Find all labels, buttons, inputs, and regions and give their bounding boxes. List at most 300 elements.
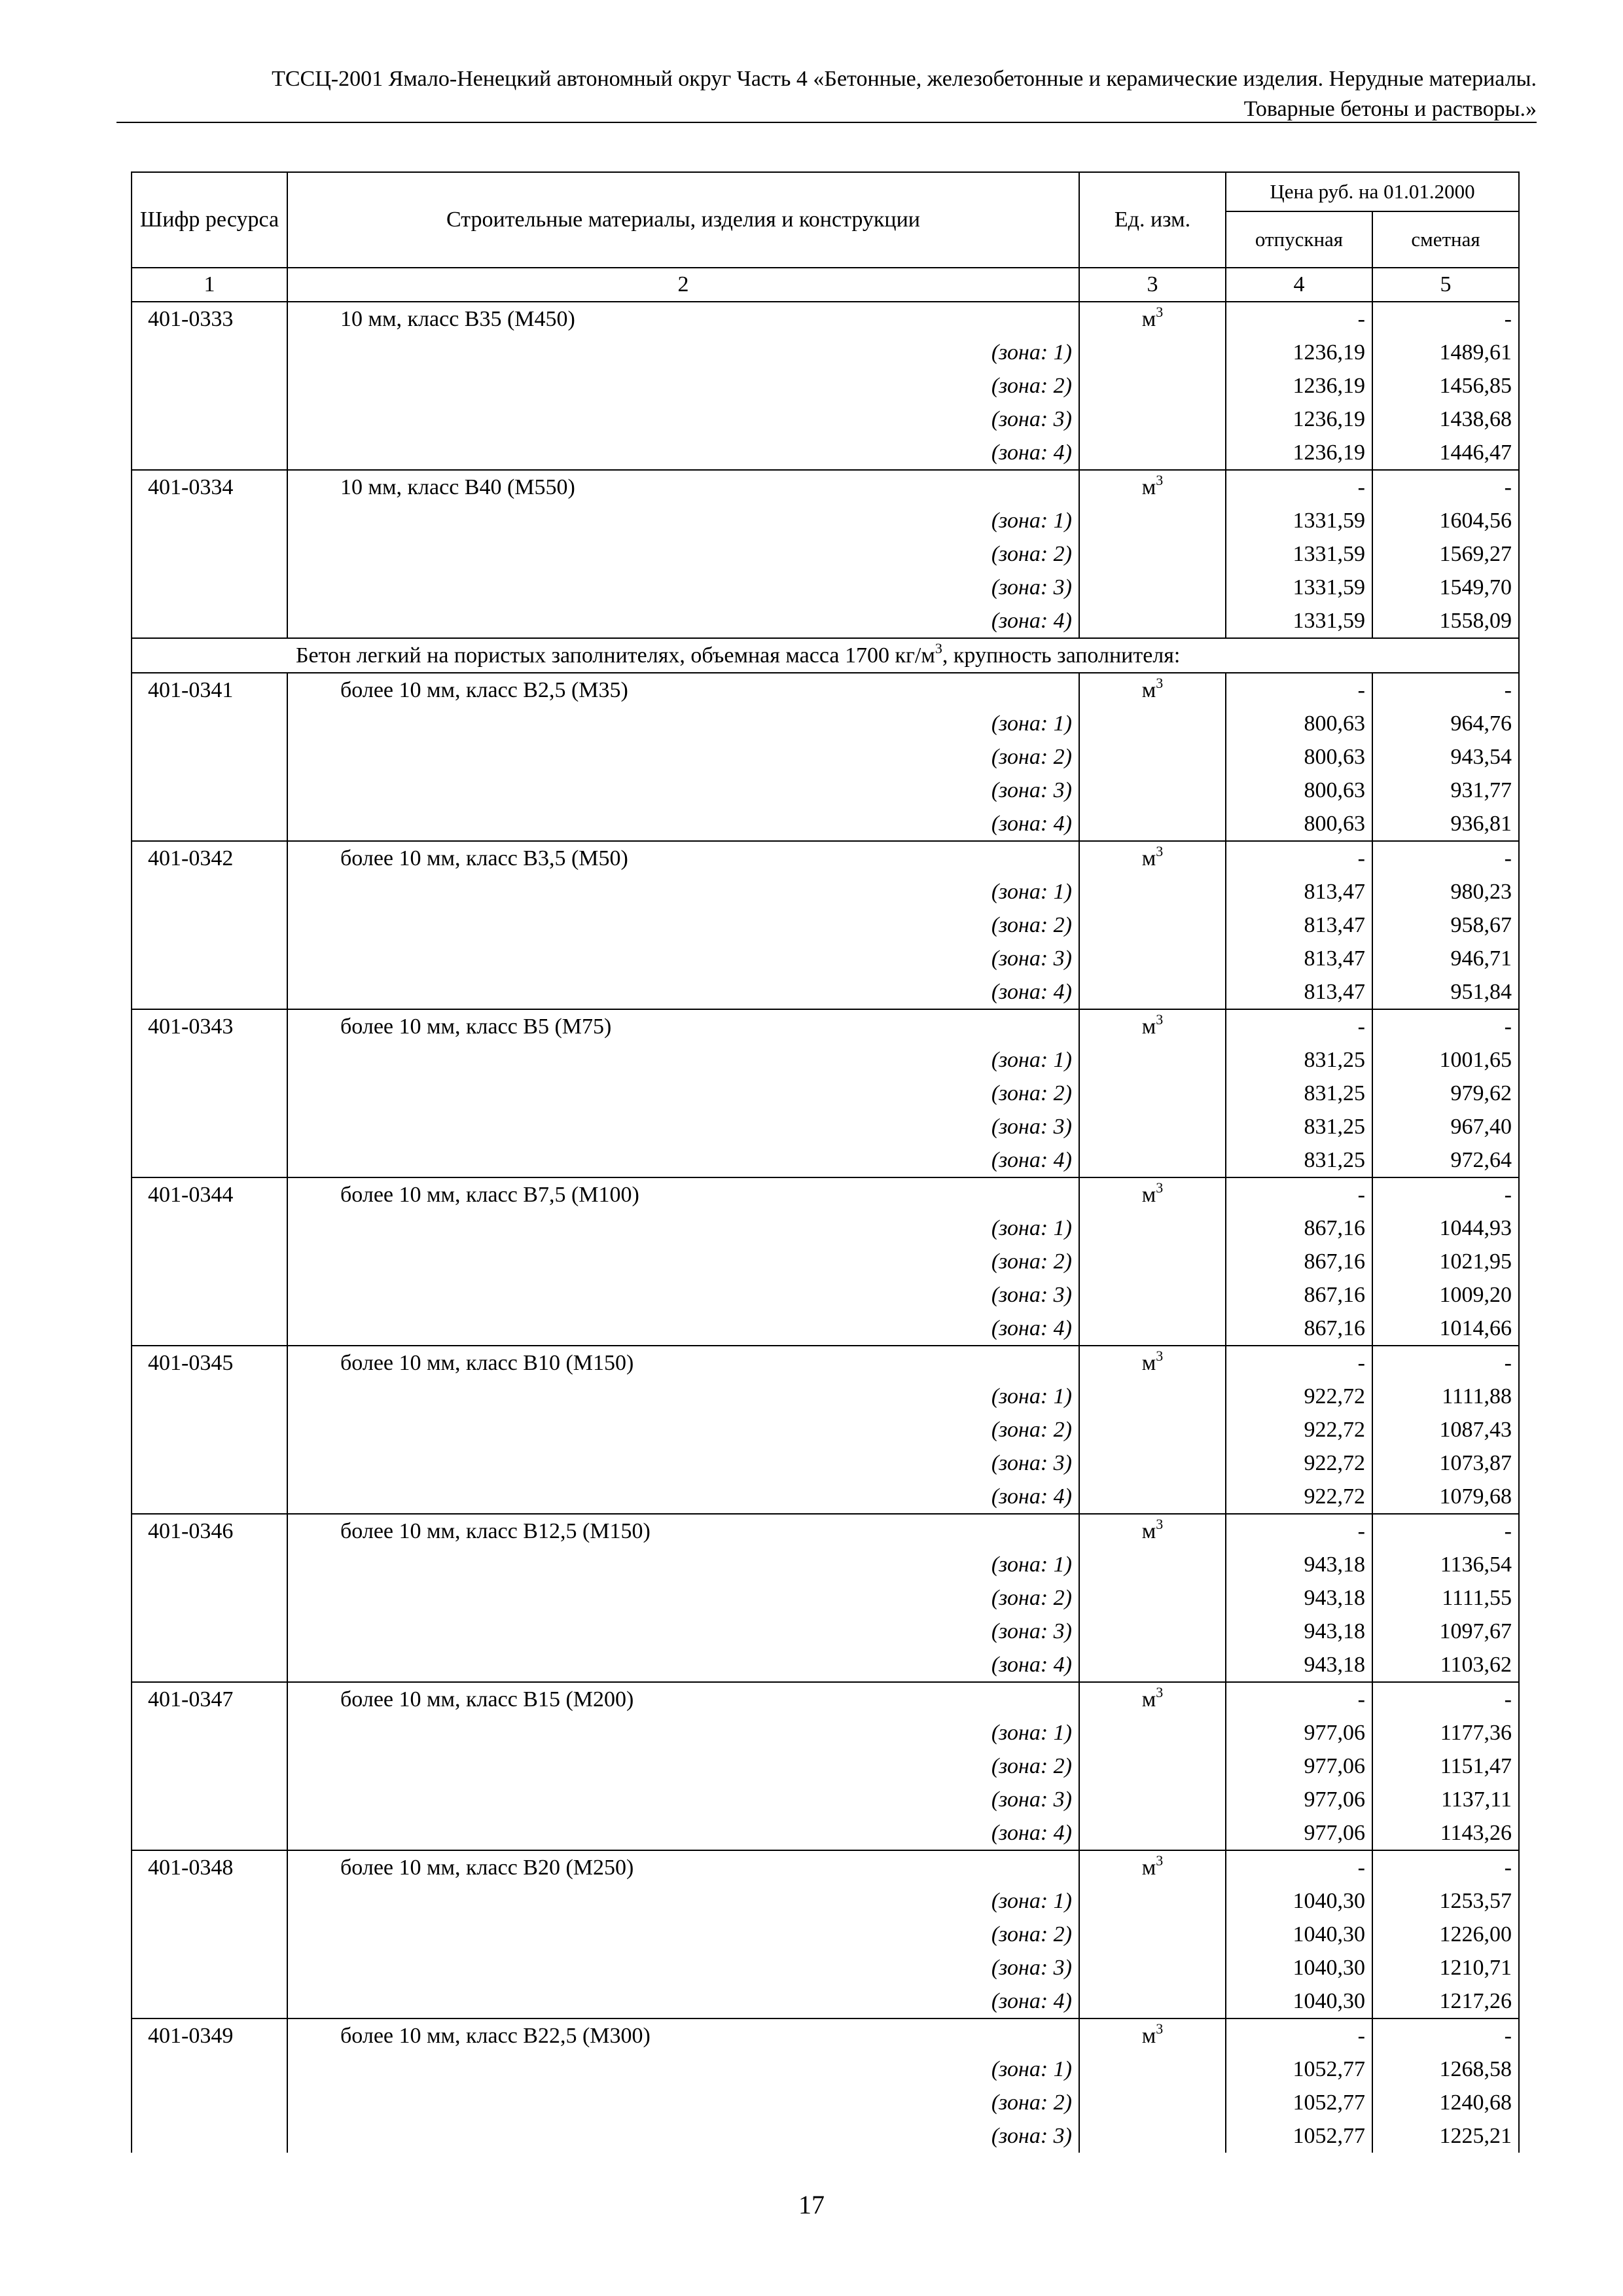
empty-cell [132,1548,287,1581]
zone-row [132,942,1519,975]
unit-label: м [1141,475,1156,499]
empty-cell [132,1110,287,1143]
zone-release-price: 1236,19 [1226,336,1372,369]
zone-label: (зона: 3) [287,1446,1079,1480]
zone-row [132,1480,1519,1514]
zone-label: (зона: 1) [287,1380,1079,1413]
zone-release-price: 867,16 [1226,1312,1372,1346]
zone-label: (зона: 4) [287,975,1079,1009]
empty-cell [1079,336,1226,369]
superscript: 3 [1156,675,1164,691]
zone-release-price: 867,16 [1226,1278,1372,1312]
empty-cell [1079,1110,1226,1143]
zone-row [132,1783,1519,1816]
zone-row [132,1749,1519,1783]
resource-row [132,1682,1519,1716]
empty-cell [132,1043,287,1077]
empty-cell [1079,1413,1226,1446]
empty-cell [1079,369,1226,403]
zone-row [132,1245,1519,1278]
zone-estimate-price: 1225,21 [1372,2119,1519,2153]
resource-name: более 10 мм, класс В5 (М75) [287,1009,1079,1043]
zone-row [132,1648,1519,1682]
group-heading-text-tail: , крупность заполнителя: [942,643,1181,668]
resource-name: более 10 мм, класс В7,5 (М100) [287,1177,1079,1211]
empty-cell [132,1413,287,1446]
unit-label: м [1141,1856,1156,1880]
empty-cell [132,504,287,537]
resource-name: более 10 мм, класс В20 (М250) [287,1850,1079,1884]
empty-cell [132,369,287,403]
zone-estimate-price: 1253,57 [1372,1884,1519,1918]
empty-cell [1079,1884,1226,1918]
zone-release-price: 977,06 [1226,1783,1372,1816]
zone-row [132,875,1519,908]
zone-label: (зона: 4) [287,1480,1079,1514]
empty-cell [1079,2119,1226,2153]
zone-estimate-price: 958,67 [1372,908,1519,942]
release-price: - [1226,2018,1372,2053]
resource-name: более 10 мм, класс В3,5 (М50) [287,841,1079,875]
zone-estimate-price: 1549,70 [1372,571,1519,604]
estimate-price: - [1372,1346,1519,1380]
zone-label: (зона: 3) [287,774,1079,807]
zone-label: (зона: 1) [287,1043,1079,1077]
release-price: - [1226,1177,1372,1211]
superscript: 3 [1156,1852,1164,1869]
superscript: 3 [1156,1348,1164,1364]
empty-cell [1079,942,1226,975]
zone-estimate-price: 951,84 [1372,975,1519,1009]
zone-release-price: 800,63 [1226,774,1372,807]
zone-label: (зона: 4) [287,1312,1079,1346]
resource-name: более 10 мм, класс В22,5 (М300) [287,2018,1079,2053]
empty-cell [132,1581,287,1615]
empty-cell [132,1648,287,1682]
unit-cell [1079,1009,1226,1043]
empty-cell [132,2053,287,2086]
zone-estimate-price: 943,54 [1372,740,1519,774]
empty-cell [132,1984,287,2018]
zone-row [132,2086,1519,2119]
zone-label: (зона: 1) [287,707,1079,740]
column-number: 4 [1226,268,1372,302]
zone-label: (зона: 4) [287,1143,1079,1177]
superscript: 3 [1156,843,1164,859]
unit-label: м [1141,678,1156,702]
zone-row [132,504,1519,537]
zone-release-price: 867,16 [1226,1245,1372,1278]
empty-cell [1079,1581,1226,1615]
unit-label: м [1141,1687,1156,1712]
zone-release-price: 977,06 [1226,1749,1372,1783]
zone-release-price: 831,25 [1226,1143,1372,1177]
zone-label: (зона: 2) [287,1413,1079,1446]
empty-cell [132,1380,287,1413]
zone-estimate-price: 1240,68 [1372,2086,1519,2119]
superscript: 3 [1156,1516,1164,1532]
empty-cell [1079,1951,1226,1984]
resource-name: более 10 мм, класс В15 (М200) [287,1682,1079,1716]
col-header-name: Строительные материалы, изделия и конструкции [287,172,1079,268]
column-number: 1 [132,268,287,302]
zone-estimate-price: 1103,62 [1372,1648,1519,1682]
release-price: - [1226,1682,1372,1716]
zone-row [132,1380,1519,1413]
zone-estimate-price: 1073,87 [1372,1446,1519,1480]
zone-label: (зона: 2) [287,1581,1079,1615]
empty-cell [132,1245,287,1278]
release-price: - [1226,1850,1372,1884]
resource-row [132,1514,1519,1548]
zone-label: (зона: 1) [287,1716,1079,1749]
empty-cell [1079,1716,1226,1749]
zone-estimate-price: 1111,55 [1372,1581,1519,1615]
zone-release-price: 977,06 [1226,1716,1372,1749]
zone-release-price: 867,16 [1226,1211,1372,1245]
zone-estimate-price: 967,40 [1372,1110,1519,1143]
estimate-price: - [1372,1850,1519,1884]
zone-row [132,369,1519,403]
empty-cell [1079,875,1226,908]
empty-cell [1079,1783,1226,1816]
release-price: - [1226,673,1372,707]
zone-row [132,1446,1519,1480]
unit-cell [1079,1177,1226,1211]
zone-estimate-price: 1268,58 [1372,2053,1519,2086]
zone-release-price: 831,25 [1226,1043,1372,1077]
estimate-price: - [1372,1514,1519,1548]
empty-cell [132,1480,287,1514]
zone-row [132,908,1519,942]
column-number-row [132,268,1519,302]
zone-label: (зона: 3) [287,942,1079,975]
zone-estimate-price: 964,76 [1372,707,1519,740]
unit-cell [1079,1850,1226,1884]
zone-row [132,604,1519,638]
empty-cell [1079,774,1226,807]
resource-code: 401-0342 [132,841,287,875]
empty-cell [132,707,287,740]
release-price: - [1226,1009,1372,1043]
unit-cell [1079,673,1226,707]
resource-code: 401-0333 [132,302,287,336]
zone-label: (зона: 2) [287,1918,1079,1951]
estimate-price: - [1372,1682,1519,1716]
unit-cell [1079,1682,1226,1716]
zone-row [132,537,1519,571]
zone-row [132,807,1519,841]
zone-release-price: 1331,59 [1226,571,1372,604]
unit-cell [1079,1346,1226,1380]
empty-cell [1079,1245,1226,1278]
zone-release-price: 1331,59 [1226,537,1372,571]
zone-release-price: 813,47 [1226,942,1372,975]
empty-cell [132,1816,287,1850]
zone-label: (зона: 2) [287,908,1079,942]
col-header-price-group: Цена руб. на 01.01.2000 [1226,172,1519,211]
empty-cell [1079,436,1226,470]
zone-label: (зона: 2) [287,369,1079,403]
col-header-unit: Ед. изм. [1079,172,1226,268]
empty-cell [1079,2053,1226,2086]
zone-estimate-price: 1009,20 [1372,1278,1519,1312]
zone-row [132,707,1519,740]
zone-row [132,1884,1519,1918]
zone-label: (зона: 3) [287,1278,1079,1312]
resource-name: более 10 мм, класс В10 (М150) [287,1346,1079,1380]
zone-row [132,2053,1519,2086]
zone-label: (зона: 3) [287,1783,1079,1816]
zone-release-price: 943,18 [1226,1548,1372,1581]
empty-cell [132,1278,287,1312]
zone-row [132,1143,1519,1177]
zone-estimate-price: 936,81 [1372,807,1519,841]
unit-cell [1079,470,1226,504]
zone-label: (зона: 3) [287,1615,1079,1648]
page-number: 17 [798,2190,825,2219]
zone-estimate-price: 1446,47 [1372,436,1519,470]
zone-release-price: 813,47 [1226,975,1372,1009]
zone-label: (зона: 1) [287,1884,1079,1918]
estimate-price: - [1372,2018,1519,2053]
zone-label: (зона: 4) [287,1984,1079,2018]
zone-release-price: 943,18 [1226,1615,1372,1648]
estimate-price: - [1372,302,1519,336]
zone-estimate-price: 1097,67 [1372,1615,1519,1648]
zone-label: (зона: 4) [287,1648,1079,1682]
estimate-price: - [1372,1177,1519,1211]
zone-release-price: 943,18 [1226,1648,1372,1682]
zone-release-price: 1052,77 [1226,2119,1372,2153]
zone-estimate-price: 1489,61 [1372,336,1519,369]
empty-cell [132,875,287,908]
empty-cell [132,1783,287,1816]
superscript: 3 [1156,1179,1164,1196]
zone-label: (зона: 3) [287,403,1079,436]
zone-label: (зона: 4) [287,1816,1079,1850]
zone-release-price: 1052,77 [1226,2053,1372,2086]
zone-estimate-price: 1136,54 [1372,1548,1519,1581]
resource-code: 401-0348 [132,1850,287,1884]
resource-code: 401-0349 [132,2018,287,2053]
zone-label: (зона: 1) [287,1548,1079,1581]
resource-code: 401-0346 [132,1514,287,1548]
resource-code: 401-0345 [132,1346,287,1380]
empty-cell [132,1446,287,1480]
zone-release-price: 1052,77 [1226,2086,1372,2119]
empty-cell [132,1615,287,1648]
zone-release-price: 1040,30 [1226,1984,1372,2018]
zone-release-price: 1331,59 [1226,504,1372,537]
release-price: - [1226,302,1372,336]
zone-row [132,403,1519,436]
unit-cell [1079,1514,1226,1548]
zone-row [132,1413,1519,1446]
zone-release-price: 813,47 [1226,875,1372,908]
zone-label: (зона: 2) [287,2086,1079,2119]
zone-release-price: 922,72 [1226,1446,1372,1480]
zone-label: (зона: 1) [287,2053,1079,2086]
zone-release-price: 831,25 [1226,1077,1372,1110]
zone-row [132,1110,1519,1143]
empty-cell [1079,1984,1226,2018]
empty-cell [132,908,287,942]
release-price: - [1226,470,1372,504]
column-number: 3 [1079,268,1226,302]
unit-cell [1079,841,1226,875]
zone-row [132,436,1519,470]
zone-row [132,1716,1519,1749]
zone-row [132,1615,1519,1648]
zone-label: (зона: 2) [287,1077,1079,1110]
zone-release-price: 1236,19 [1226,369,1372,403]
zone-estimate-price: 1137,11 [1372,1783,1519,1816]
zone-label: (зона: 1) [287,336,1079,369]
resource-name: 10 мм, класс В35 (М450) [287,302,1079,336]
zone-release-price: 922,72 [1226,1480,1372,1514]
zone-label: (зона: 1) [287,1211,1079,1245]
zone-estimate-price: 1021,95 [1372,1245,1519,1278]
estimate-price: - [1372,841,1519,875]
resource-code: 401-0347 [132,1682,287,1716]
empty-cell [1079,571,1226,604]
empty-cell [132,942,287,975]
zone-label: (зона: 3) [287,1951,1079,1984]
empty-cell [1079,537,1226,571]
empty-cell [1079,1446,1226,1480]
zone-estimate-price: 1438,68 [1372,403,1519,436]
estimate-price: - [1372,673,1519,707]
empty-cell [132,571,287,604]
empty-cell [1079,740,1226,774]
zone-estimate-price: 1143,26 [1372,1816,1519,1850]
empty-cell [132,2119,287,2153]
zone-label: (зона: 4) [287,604,1079,638]
zone-estimate-price: 1604,56 [1372,504,1519,537]
empty-cell [132,1211,287,1245]
header-line-2: Товарные бетоны и растворы.» [1243,97,1537,121]
zone-estimate-price: 1001,65 [1372,1043,1519,1077]
superscript: 3 [935,640,942,656]
zone-estimate-price: 1151,47 [1372,1749,1519,1783]
unit-label: м [1141,846,1156,870]
resource-code: 401-0343 [132,1009,287,1043]
page-header [116,64,1537,124]
estimate-price: - [1372,1009,1519,1043]
empty-cell [1079,504,1226,537]
empty-cell [132,1077,287,1110]
column-number: 2 [287,268,1079,302]
empty-cell [132,2086,287,2119]
zone-release-price: 800,63 [1226,707,1372,740]
resource-row [132,1177,1519,1211]
unit-cell [1079,2018,1226,2053]
zone-label: (зона: 4) [287,807,1079,841]
unit-label: м [1141,1351,1156,1375]
empty-cell [1079,707,1226,740]
empty-cell [1079,1043,1226,1077]
zone-release-price: 1236,19 [1226,436,1372,470]
zone-label: (зона: 2) [287,1749,1079,1783]
empty-cell [132,740,287,774]
superscript: 3 [1156,2020,1164,2037]
zone-release-price: 1040,30 [1226,1884,1372,1918]
resource-price-table [131,171,1520,2153]
zone-estimate-price: 931,77 [1372,774,1519,807]
zone-estimate-price: 1558,09 [1372,604,1519,638]
resource-row [132,1850,1519,1884]
empty-cell [1079,1380,1226,1413]
resource-code: 401-0344 [132,1177,287,1211]
zone-label: (зона: 3) [287,571,1079,604]
zone-label: (зона: 2) [287,1245,1079,1278]
zone-label: (зона: 3) [287,1110,1079,1143]
resource-code: 401-0341 [132,673,287,707]
zone-row [132,1211,1519,1245]
release-price: - [1226,1514,1372,1548]
resource-code: 401-0334 [132,470,287,504]
empty-cell [1079,1816,1226,1850]
empty-cell [1079,1077,1226,1110]
zone-row [132,571,1519,604]
empty-cell [132,1716,287,1749]
zone-row [132,1043,1519,1077]
unit-label: м [1141,2024,1156,2048]
empty-cell [1079,1615,1226,1648]
group-heading-text: Бетон легкий на пористых заполнителях, объемная масса 1700 кг/м [296,643,935,668]
zone-release-price: 922,72 [1226,1380,1372,1413]
group-heading-row [132,638,1519,673]
empty-cell [1079,1548,1226,1581]
zone-estimate-price: 1569,27 [1372,537,1519,571]
empty-cell [132,1143,287,1177]
empty-cell [1079,1278,1226,1312]
zone-row [132,1548,1519,1581]
empty-cell [1079,1480,1226,1514]
unit-label: м [1141,1014,1156,1039]
zone-label: (зона: 2) [287,740,1079,774]
superscript: 3 [1156,304,1164,320]
superscript: 3 [1156,472,1164,488]
zone-release-price: 800,63 [1226,740,1372,774]
resource-row [132,1009,1519,1043]
empty-cell [1079,1918,1226,1951]
header-line-1: ТССЦ-2001 Ямало-Ненецкий автономный округ Часть 4 «Бетонные, железобетонные и керамические изделия. Нерудные материалы. [272,67,1537,91]
estimate-price: - [1372,470,1519,504]
column-number: 5 [1372,268,1519,302]
zone-row [132,975,1519,1009]
superscript: 3 [1156,1011,1164,1028]
zone-estimate-price: 1177,36 [1372,1716,1519,1749]
zone-row [132,2119,1519,2153]
zone-label: (зона: 4) [287,436,1079,470]
zone-row [132,1918,1519,1951]
zone-estimate-price: 946,71 [1372,942,1519,975]
empty-cell [132,336,287,369]
zone-label: (зона: 1) [287,504,1079,537]
zone-row [132,1278,1519,1312]
zone-estimate-price: 972,64 [1372,1143,1519,1177]
zone-row [132,774,1519,807]
zone-release-price: 943,18 [1226,1581,1372,1615]
col-header-code: Шифр ресурса [132,172,287,268]
resource-name: 10 мм, класс В40 (М550) [287,470,1079,504]
zone-estimate-price: 1456,85 [1372,369,1519,403]
unit-label: м [1141,1519,1156,1543]
empty-cell [132,1918,287,1951]
zone-release-price: 813,47 [1226,908,1372,942]
